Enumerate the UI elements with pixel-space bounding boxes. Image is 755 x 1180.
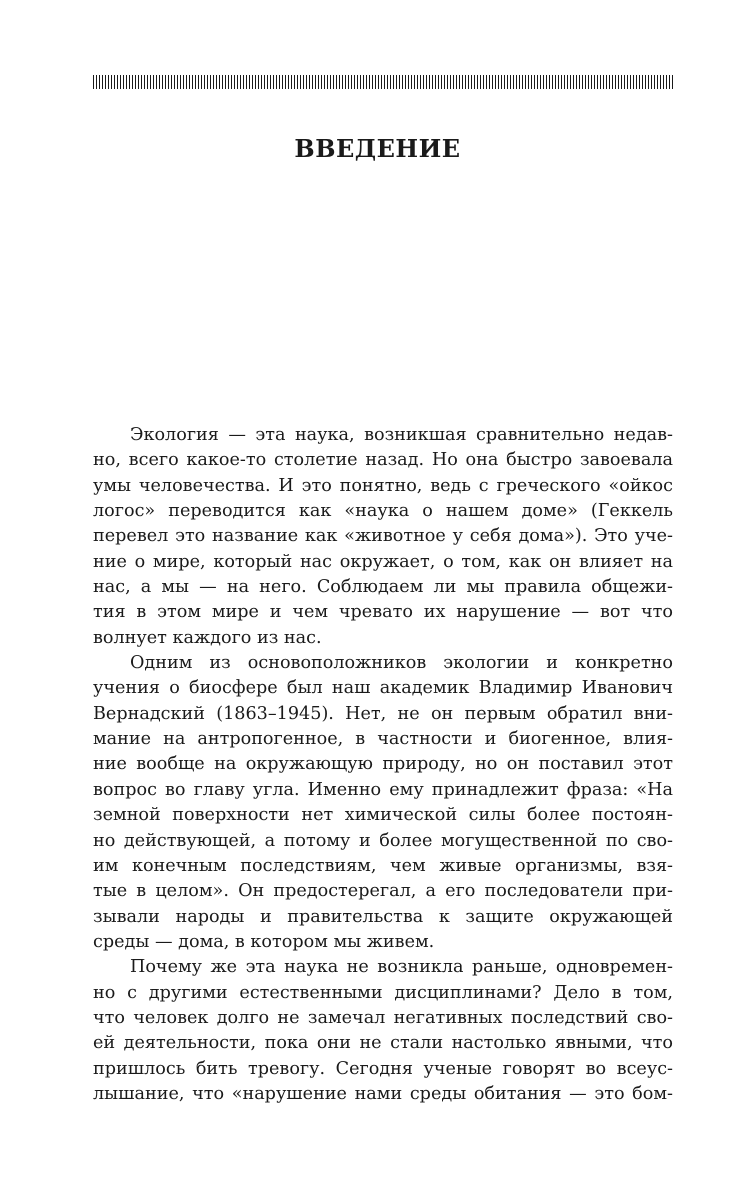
text-line: Вернадский (1863–1945). Нет, не он первым обратил вни- [93, 703, 673, 724]
text-line: умы человечества. И это понятно, ведь с греческого «ойкос [93, 475, 673, 496]
text-line: пришлось бить тревогу. Сегодня ученые говорят во всеус- [93, 1058, 673, 1079]
text-line: Почему же эта наука не возникла раньше, одновремен- [130, 957, 673, 978]
text-line: волнует каждого из нас. [93, 627, 322, 648]
text-line: среды — дома, в котором мы живем. [93, 931, 435, 952]
text-line: им конечным последствиям, чем живые организмы, взя- [93, 855, 673, 876]
text-line: ей деятельности, пока они не стали настолько явными, что [93, 1033, 673, 1054]
text-line: учения о биосфере был наш академик Владимир Иванович [93, 678, 673, 699]
text-line: но, всего какое-то столетие назад. Но она быстро завоевала [93, 450, 673, 471]
text-line: ние о мире, который нас окружает, о том, как он влияет на [93, 551, 673, 572]
text-line: лышание, что «нарушение нами среды обитания — это бом- [93, 1083, 673, 1104]
text-line: что человек долго не замечал негативных последствий сво- [93, 1007, 673, 1028]
text-line: нас, а мы — на него. Соблюдаем ли мы правила общежи- [93, 577, 673, 598]
text-line: логос» переводится как «наука о нашем доме» (Геккель [93, 501, 673, 522]
body-text [93, 423, 673, 1107]
text-line: ние вообще на окружающую природу, но он поставил этот [93, 754, 673, 775]
text-line: тия в этом мире и чем чревато их нарушение — вот что [93, 602, 673, 623]
text-line: Одним из основоположников экологии и конкретно [130, 653, 673, 674]
text-line: земной поверхности нет химической силы более постоян- [93, 805, 673, 826]
text-line: Экология — эта наука, возникшая сравнительно недав- [130, 425, 673, 445]
text-line: перевел это название как «животное у себя дома»). Это уче- [93, 526, 673, 547]
text-line: тые в целом». Он предостерегал, а его последователи при- [93, 881, 673, 902]
text-line: но действующей, а потому и более могущественной по сво- [93, 830, 673, 851]
text-line: зывали народы и правительства к защите окружающей [93, 906, 673, 927]
text-line: но с другими естественными дисциплинами? Дело в том, [93, 982, 673, 1003]
chapter-title: ВВЕДЕНИЕ [294, 134, 461, 164]
decorative-header-rule [93, 75, 674, 89]
text-line: мание на антропогенное, в частности и биогенное, влия- [93, 729, 673, 750]
text-line: вопрос во главу угла. Именно ему принадлежит фраза: «На [93, 779, 673, 800]
